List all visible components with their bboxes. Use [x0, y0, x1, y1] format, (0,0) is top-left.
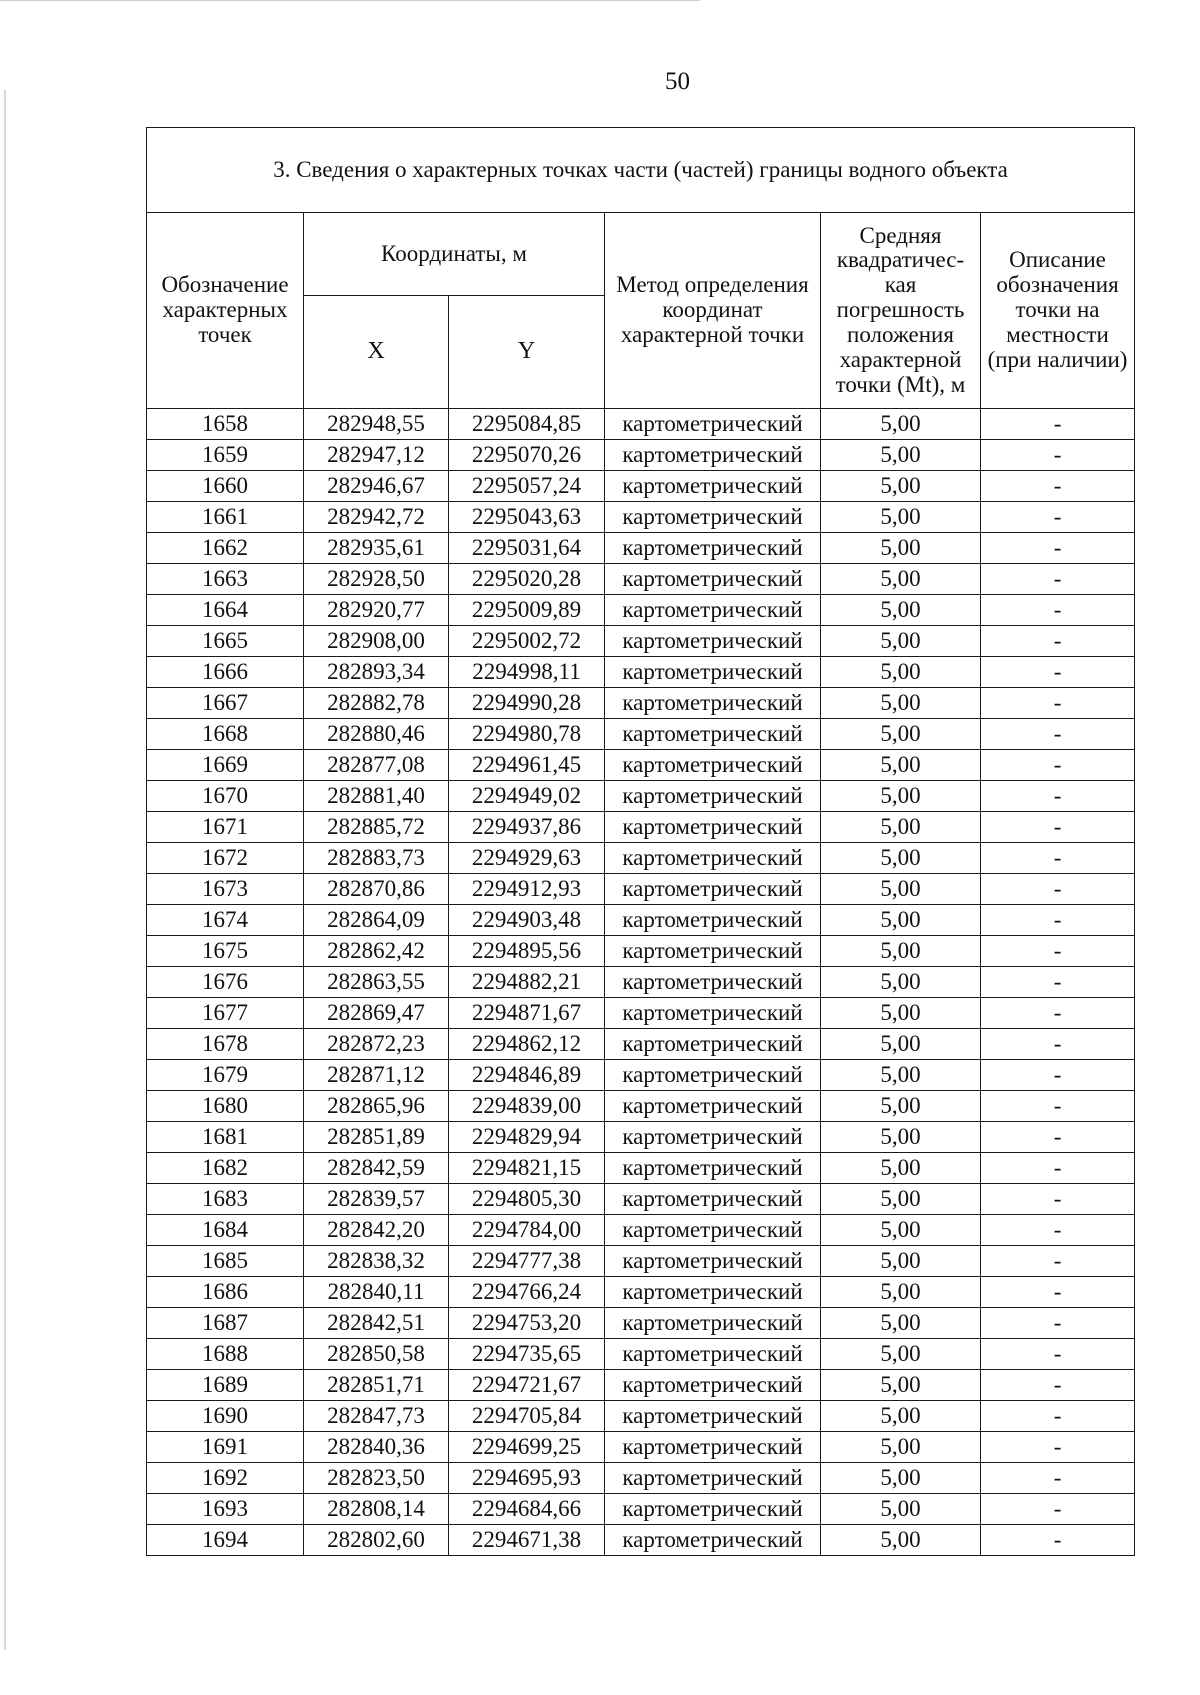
cell-method: картометрический — [605, 1401, 821, 1432]
table-row — [147, 1370, 1135, 1401]
table-row — [147, 1122, 1135, 1153]
cell-method: картометрический — [605, 1308, 821, 1339]
cell-x: 282842,51 — [304, 1308, 449, 1339]
table-row — [147, 1029, 1135, 1060]
cell-y: 2294998,11 — [449, 657, 605, 688]
cell-y: 2294805,30 — [449, 1184, 605, 1215]
cell-designation: 1673 — [147, 874, 304, 905]
cell-x: 282840,11 — [304, 1277, 449, 1308]
cell-description: - — [981, 781, 1135, 812]
cell-y: 2294903,48 — [449, 905, 605, 936]
cell-y: 2294705,84 — [449, 1401, 605, 1432]
cell-method: картометрический — [605, 564, 821, 595]
cell-error: 5,00 — [821, 564, 981, 595]
cell-method: картометрический — [605, 1091, 821, 1122]
cell-error: 5,00 — [821, 1432, 981, 1463]
header-y: Y — [449, 296, 605, 409]
cell-method: картометрический — [605, 471, 821, 502]
cell-designation: 1681 — [147, 1122, 304, 1153]
cell-error: 5,00 — [821, 440, 981, 471]
cell-description: - — [981, 1215, 1135, 1246]
table-row — [147, 657, 1135, 688]
cell-x: 282872,23 — [304, 1029, 449, 1060]
header-designation: Обозначение характерных точек — [147, 213, 304, 409]
cell-description: - — [981, 1339, 1135, 1370]
cell-description: - — [981, 1401, 1135, 1432]
cell-y: 2294699,25 — [449, 1432, 605, 1463]
cell-description: - — [981, 595, 1135, 626]
table-row — [147, 533, 1135, 564]
table-row — [147, 750, 1135, 781]
cell-designation: 1684 — [147, 1215, 304, 1246]
cell-designation: 1680 — [147, 1091, 304, 1122]
cell-y: 2294862,12 — [449, 1029, 605, 1060]
table-row — [147, 1277, 1135, 1308]
cell-x: 282882,78 — [304, 688, 449, 719]
cell-error: 5,00 — [821, 1215, 981, 1246]
cell-designation: 1675 — [147, 936, 304, 967]
cell-error: 5,00 — [821, 905, 981, 936]
cell-error: 5,00 — [821, 967, 981, 998]
cell-method: картометрический — [605, 440, 821, 471]
cell-error: 5,00 — [821, 409, 981, 440]
cell-error: 5,00 — [821, 502, 981, 533]
cell-description: - — [981, 1525, 1135, 1556]
cell-description: - — [981, 564, 1135, 595]
cell-error: 5,00 — [821, 1308, 981, 1339]
table-row — [147, 998, 1135, 1029]
cell-x: 282883,73 — [304, 843, 449, 874]
cell-x: 282851,89 — [304, 1122, 449, 1153]
cell-y: 2294695,93 — [449, 1463, 605, 1494]
cell-x: 282928,50 — [304, 564, 449, 595]
cell-error: 5,00 — [821, 471, 981, 502]
cell-description: - — [981, 967, 1135, 998]
cell-designation: 1659 — [147, 440, 304, 471]
cell-description: - — [981, 688, 1135, 719]
cell-method: картометрический — [605, 1184, 821, 1215]
cell-method: картометрический — [605, 936, 821, 967]
cell-y: 2294821,15 — [449, 1153, 605, 1184]
cell-error: 5,00 — [821, 750, 981, 781]
cell-method: картометрический — [605, 998, 821, 1029]
cell-description: - — [981, 409, 1135, 440]
cell-designation: 1682 — [147, 1153, 304, 1184]
cell-x: 282851,71 — [304, 1370, 449, 1401]
cell-y: 2295020,28 — [449, 564, 605, 595]
cell-error: 5,00 — [821, 657, 981, 688]
cell-method: картометрический — [605, 719, 821, 750]
cell-x: 282870,86 — [304, 874, 449, 905]
cell-y: 2294735,65 — [449, 1339, 605, 1370]
cell-y: 2294684,66 — [449, 1494, 605, 1525]
cell-method: картометрический — [605, 1029, 821, 1060]
cell-designation: 1671 — [147, 812, 304, 843]
table-row — [147, 812, 1135, 843]
cell-designation: 1665 — [147, 626, 304, 657]
cell-y: 2295031,64 — [449, 533, 605, 564]
table-row — [147, 564, 1135, 595]
cell-error: 5,00 — [821, 1370, 981, 1401]
cell-description: - — [981, 998, 1135, 1029]
header-error: Средняя квадратичес-кая погрешность положения характерной точки (Mt), м — [821, 213, 981, 409]
cell-description: - — [981, 1184, 1135, 1215]
cell-designation: 1694 — [147, 1525, 304, 1556]
cell-y: 2294753,20 — [449, 1308, 605, 1339]
cell-x: 282893,34 — [304, 657, 449, 688]
cell-method: картометрический — [605, 843, 821, 874]
cell-method: картометрический — [605, 409, 821, 440]
cell-error: 5,00 — [821, 781, 981, 812]
table-row — [147, 626, 1135, 657]
cell-designation: 1674 — [147, 905, 304, 936]
cell-error: 5,00 — [821, 1153, 981, 1184]
cell-description: - — [981, 1432, 1135, 1463]
cell-x: 282823,50 — [304, 1463, 449, 1494]
cell-x: 282920,77 — [304, 595, 449, 626]
cell-x: 282850,58 — [304, 1339, 449, 1370]
header-x: X — [304, 296, 449, 409]
cell-x: 282869,47 — [304, 998, 449, 1029]
cell-error: 5,00 — [821, 843, 981, 874]
cell-error: 5,00 — [821, 998, 981, 1029]
cell-description: - — [981, 1494, 1135, 1525]
table-row — [147, 409, 1135, 440]
cell-designation: 1689 — [147, 1370, 304, 1401]
scan-top-edge — [0, 0, 700, 1]
cell-method: картометрический — [605, 1246, 821, 1277]
cell-y: 2294846,89 — [449, 1060, 605, 1091]
cell-method: картометрический — [605, 688, 821, 719]
cell-x: 282877,08 — [304, 750, 449, 781]
cell-y: 2294766,24 — [449, 1277, 605, 1308]
cell-designation: 1693 — [147, 1494, 304, 1525]
table-row — [147, 688, 1135, 719]
cell-x: 282838,32 — [304, 1246, 449, 1277]
table-row — [147, 1153, 1135, 1184]
cell-method: картометрический — [605, 502, 821, 533]
table-row — [147, 1463, 1135, 1494]
table-body — [147, 409, 1135, 1556]
cell-designation: 1660 — [147, 471, 304, 502]
table-row — [147, 1308, 1135, 1339]
cell-error: 5,00 — [821, 533, 981, 564]
boundary-points-table — [146, 127, 1135, 1556]
cell-description: - — [981, 1122, 1135, 1153]
cell-designation: 1683 — [147, 1184, 304, 1215]
cell-designation: 1661 — [147, 502, 304, 533]
table-row — [147, 1091, 1135, 1122]
cell-x: 282881,40 — [304, 781, 449, 812]
cell-designation: 1677 — [147, 998, 304, 1029]
cell-method: картометрический — [605, 1153, 821, 1184]
cell-designation: 1658 — [147, 409, 304, 440]
cell-error: 5,00 — [821, 1277, 981, 1308]
cell-y: 2295057,24 — [449, 471, 605, 502]
table-row — [147, 1494, 1135, 1525]
table-row — [147, 719, 1135, 750]
cell-method: картометрический — [605, 533, 821, 564]
table-row — [147, 1184, 1135, 1215]
table-row — [147, 843, 1135, 874]
cell-description: - — [981, 626, 1135, 657]
cell-method: картометрический — [605, 1215, 821, 1246]
cell-y: 2294721,67 — [449, 1370, 605, 1401]
cell-error: 5,00 — [821, 1463, 981, 1494]
cell-description: - — [981, 1308, 1135, 1339]
cell-error: 5,00 — [821, 1091, 981, 1122]
cell-description: - — [981, 1060, 1135, 1091]
cell-x: 282946,67 — [304, 471, 449, 502]
cell-error: 5,00 — [821, 1339, 981, 1370]
cell-method: картометрический — [605, 781, 821, 812]
cell-description: - — [981, 812, 1135, 843]
cell-method: картометрический — [605, 1494, 821, 1525]
cell-error: 5,00 — [821, 1184, 981, 1215]
cell-method: картометрический — [605, 1060, 821, 1091]
cell-designation: 1687 — [147, 1308, 304, 1339]
cell-designation: 1667 — [147, 688, 304, 719]
cell-description: - — [981, 843, 1135, 874]
cell-description: - — [981, 1277, 1135, 1308]
cell-description: - — [981, 905, 1135, 936]
cell-error: 5,00 — [821, 1246, 981, 1277]
cell-method: картометрический — [605, 595, 821, 626]
cell-method: картометрический — [605, 874, 821, 905]
cell-error: 5,00 — [821, 1401, 981, 1432]
cell-designation: 1691 — [147, 1432, 304, 1463]
cell-description: - — [981, 750, 1135, 781]
cell-description: - — [981, 471, 1135, 502]
table-row — [147, 1339, 1135, 1370]
header-description: Описание обозначения точки на местности (при наличии) — [981, 213, 1135, 409]
cell-method: картометрический — [605, 905, 821, 936]
cell-description: - — [981, 1091, 1135, 1122]
cell-y: 2294961,45 — [449, 750, 605, 781]
cell-method: картометрический — [605, 1432, 821, 1463]
cell-designation: 1670 — [147, 781, 304, 812]
cell-method: картометрический — [605, 1122, 821, 1153]
cell-error: 5,00 — [821, 719, 981, 750]
cell-y: 2294871,67 — [449, 998, 605, 1029]
cell-x: 282839,57 — [304, 1184, 449, 1215]
table-row — [147, 905, 1135, 936]
cell-method: картометрический — [605, 1370, 821, 1401]
cell-y: 2294980,78 — [449, 719, 605, 750]
cell-error: 5,00 — [821, 1122, 981, 1153]
cell-description: - — [981, 1153, 1135, 1184]
cell-description: - — [981, 719, 1135, 750]
cell-designation: 1662 — [147, 533, 304, 564]
cell-description: - — [981, 1463, 1135, 1494]
cell-y: 2294949,02 — [449, 781, 605, 812]
cell-designation: 1668 — [147, 719, 304, 750]
cell-x: 282802,60 — [304, 1525, 449, 1556]
cell-x: 282947,12 — [304, 440, 449, 471]
cell-x: 282842,59 — [304, 1153, 449, 1184]
cell-method: картометрический — [605, 812, 821, 843]
cell-designation: 1688 — [147, 1339, 304, 1370]
header-coordinates: Координаты, м — [304, 213, 605, 296]
cell-description: - — [981, 936, 1135, 967]
cell-x: 282847,73 — [304, 1401, 449, 1432]
cell-x: 282908,00 — [304, 626, 449, 657]
cell-method: картометрический — [605, 1277, 821, 1308]
header-method: Метод определения координат характерной точки — [605, 213, 821, 409]
cell-description: - — [981, 533, 1135, 564]
cell-designation: 1663 — [147, 564, 304, 595]
table-row — [147, 595, 1135, 626]
cell-y: 2294990,28 — [449, 688, 605, 719]
table-row — [147, 1215, 1135, 1246]
cell-y: 2294895,56 — [449, 936, 605, 967]
cell-method: картометрический — [605, 657, 821, 688]
cell-y: 2295084,85 — [449, 409, 605, 440]
cell-description: - — [981, 502, 1135, 533]
cell-x: 282942,72 — [304, 502, 449, 533]
cell-x: 282880,46 — [304, 719, 449, 750]
cell-y: 2295070,26 — [449, 440, 605, 471]
cell-x: 282840,36 — [304, 1432, 449, 1463]
table-row — [147, 1432, 1135, 1463]
cell-description: - — [981, 1370, 1135, 1401]
table-row — [147, 471, 1135, 502]
table-row — [147, 874, 1135, 905]
cell-x: 282863,55 — [304, 967, 449, 998]
table-row — [147, 1246, 1135, 1277]
cell-designation: 1679 — [147, 1060, 304, 1091]
table-row — [147, 936, 1135, 967]
table-row — [147, 967, 1135, 998]
cell-designation: 1692 — [147, 1463, 304, 1494]
table-row — [147, 1525, 1135, 1556]
cell-x: 282871,12 — [304, 1060, 449, 1091]
cell-designation: 1686 — [147, 1277, 304, 1308]
cell-x: 282808,14 — [304, 1494, 449, 1525]
page-number: 50 — [665, 68, 690, 95]
cell-designation: 1690 — [147, 1401, 304, 1432]
table-row — [147, 1060, 1135, 1091]
cell-method: картометрический — [605, 1339, 821, 1370]
table-row — [147, 1401, 1135, 1432]
cell-designation: 1672 — [147, 843, 304, 874]
cell-x: 282948,55 — [304, 409, 449, 440]
cell-error: 5,00 — [821, 1525, 981, 1556]
cell-y: 2294839,00 — [449, 1091, 605, 1122]
table-title: 3. Сведения о характерных точках части (частей) границы водного объекта — [147, 128, 1135, 213]
cell-error: 5,00 — [821, 812, 981, 843]
cell-description: - — [981, 657, 1135, 688]
cell-y: 2294912,93 — [449, 874, 605, 905]
cell-y: 2294929,63 — [449, 843, 605, 874]
cell-error: 5,00 — [821, 595, 981, 626]
cell-y: 2294937,86 — [449, 812, 605, 843]
cell-method: картометрический — [605, 1463, 821, 1494]
cell-error: 5,00 — [821, 1494, 981, 1525]
cell-y: 2294882,21 — [449, 967, 605, 998]
cell-description: - — [981, 874, 1135, 905]
cell-designation: 1685 — [147, 1246, 304, 1277]
cell-designation: 1676 — [147, 967, 304, 998]
cell-error: 5,00 — [821, 936, 981, 967]
cell-x: 282885,72 — [304, 812, 449, 843]
cell-method: картометрический — [605, 750, 821, 781]
cell-y: 2294671,38 — [449, 1525, 605, 1556]
cell-x: 282864,09 — [304, 905, 449, 936]
scan-left-edge — [4, 90, 6, 1650]
cell-method: картометрический — [605, 967, 821, 998]
cell-error: 5,00 — [821, 688, 981, 719]
cell-description: - — [981, 440, 1135, 471]
cell-error: 5,00 — [821, 874, 981, 905]
table-row — [147, 781, 1135, 812]
cell-y: 2294784,00 — [449, 1215, 605, 1246]
cell-error: 5,00 — [821, 626, 981, 657]
table-row — [147, 502, 1135, 533]
cell-y: 2295002,72 — [449, 626, 605, 657]
cell-designation: 1669 — [147, 750, 304, 781]
cell-description: - — [981, 1246, 1135, 1277]
table-row — [147, 440, 1135, 471]
cell-description: - — [981, 1029, 1135, 1060]
cell-method: картометрический — [605, 626, 821, 657]
cell-x: 282842,20 — [304, 1215, 449, 1246]
cell-x: 282865,96 — [304, 1091, 449, 1122]
cell-y: 2295009,89 — [449, 595, 605, 626]
cell-designation: 1666 — [147, 657, 304, 688]
cell-designation: 1664 — [147, 595, 304, 626]
cell-x: 282935,61 — [304, 533, 449, 564]
cell-y: 2294829,94 — [449, 1122, 605, 1153]
cell-x: 282862,42 — [304, 936, 449, 967]
cell-y: 2294777,38 — [449, 1246, 605, 1277]
cell-y: 2295043,63 — [449, 502, 605, 533]
cell-error: 5,00 — [821, 1029, 981, 1060]
cell-designation: 1678 — [147, 1029, 304, 1060]
cell-error: 5,00 — [821, 1060, 981, 1091]
cell-method: картометрический — [605, 1525, 821, 1556]
